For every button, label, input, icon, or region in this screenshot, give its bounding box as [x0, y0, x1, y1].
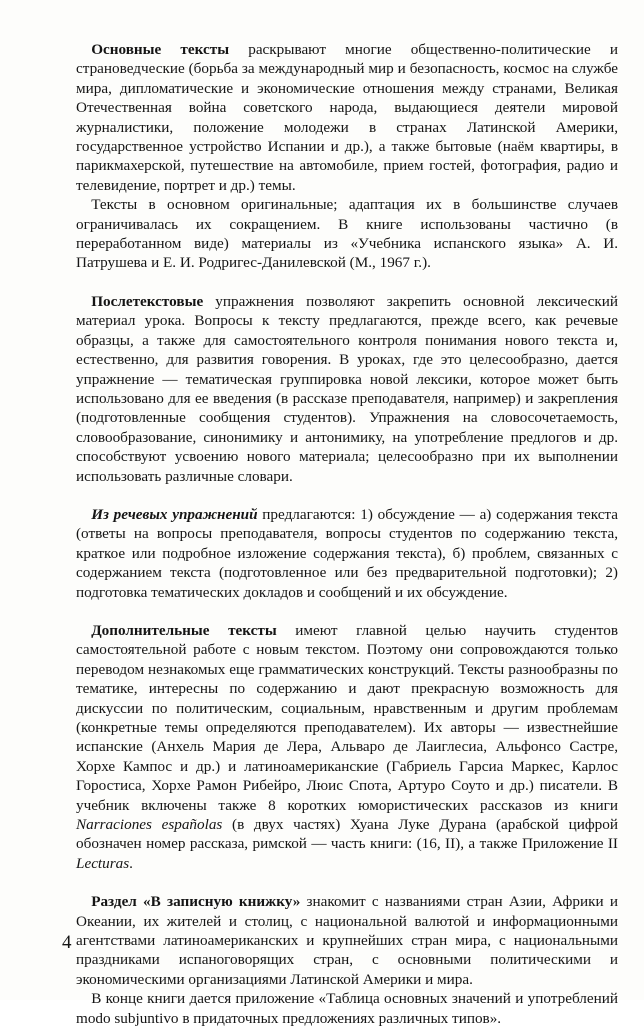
section-speech-exercises — [76, 505, 618, 602]
paragraph-text: В конце книги дается приложение «Таблица основных значений и употреблений modo subjuntivo в придаточных предложениях различных типов». — [76, 990, 618, 1027]
paragraph — [76, 505, 618, 602]
book-title: Narraciones españolas — [76, 816, 223, 834]
section-notebook — [76, 892, 618, 1028]
paragraph-text: раскрывают многие общественно-политические и страноведческие (борьба за международный мир и безопасность, космос на службе мира, дипломатические и экономические отношения между странами, Великая Отечественная война советского народа, выдающиеся деятели мировой журналистики, положение молодежи в странах Латинской Америки, государственное устройство Испании и др.), а также бытовые (наём квартиры, в парикмахерской, путешествие на автомобиле, прием гостей, фотография, радио и телевидение, портрет и др.) темы. — [76, 41, 618, 194]
section-lead: Из речевых упражнений — [91, 505, 258, 523]
section-lead: Основные тексты — [91, 41, 230, 58]
section-lead: Раздел «В записную книжку» — [91, 893, 301, 911]
paragraph — [76, 195, 618, 273]
paragraph — [76, 989, 618, 1028]
paragraph-text: имеют главной целью научить студентов самостоятельной работе с новым текстом. Поэтому они сопровождаются только переводом незнакомых еще грамматических конструкций. Тексты разнообразны по тематике, интересны по содержанию и дают прекрасную возможность для дискуссии по политическим, социальным, нравственным и другим проблемам (конкретные темы определяются преподавателем). Их авторы — известнейшие испанские (Анхель Мария де Лера, Альваро де Лаиглесиа, Альфонсо Састре, Хорхе Кампос и др.) и латиноамериканские (Габриель Гарсиа Маркес, Карлос Горостиса, Хорхе Рамон Рибейро, Люис Спота, Артуро Соуто и др.) писатели. В учебник включены также 8 коротких юмористических рассказов из книги — [76, 621, 618, 814]
paragraph — [76, 292, 618, 486]
paragraph-text: Тексты в основном оригинальные; адаптация их в большинстве случаев ограничивалась их сокращением. В книге использованы частично (в переработанном виде) материалы из «Учебника испанского языка» А. И. Патрушева и Е. И. Родригес-Данилевской (М., 1967 г.). — [76, 196, 618, 272]
section-additional-texts — [76, 621, 618, 873]
paragraph-text: . — [129, 854, 133, 872]
page-number: 4 — [62, 932, 72, 953]
section-lead: Дополнительные тексты — [91, 621, 277, 639]
section-lead: Послетекстовые — [91, 292, 204, 310]
paragraph-text: знакомит с названиями стран Азии, Африки и Океании, их жителей и столиц, с национальной валютой и информационными агентствами латиноамериканских и крупнейших стран мира, с национальными праздниками испаноговорящих стран, с основными политическими и экономическими организациями Латинской Америки и мира. — [76, 893, 618, 988]
appendix-title: Lecturas — [76, 854, 130, 872]
section-main-texts — [76, 40, 618, 273]
page-body — [76, 40, 618, 1028]
paragraph-text: (в двух частях) Хуана Луке Дурана (арабской цифрой обозначен номер рассказа, римской — часть книги: (16, II), а также Приложение II — [76, 816, 619, 853]
paragraph — [76, 40, 618, 195]
paragraph — [76, 621, 618, 873]
section-post-text-exercises — [76, 292, 618, 486]
paragraph-text: предлагаются: 1) обсуждение — а) содержания текста (ответы на вопросы преподавателя, вопросы студентов по содержанию текста, краткое или подробное изложение содержания текста), б) проблем, связанных с содержанием текста (подготовленное или без предварительной подготовки); 2) подготовка тематических докладов и сообщений и их обсуждение. — [76, 505, 618, 601]
paragraph — [76, 892, 618, 989]
paragraph-text: упражнения позволяют закрепить основной лексический материал урока. Вопросы к тексту предлагаются, прежде всего, как речевые образцы, а также для самостоятельного контроля понимания нового текста и, естественно, для развития говорения. В уроках, где это целесообразно, дается упражнение — тематическая группировка новой лексики, которое может быть использовано для ее введения (в рассказе преподавателя, например) и закрепления (подготовленные сообщения студентов). Упражнения на словосочетаемость, словообразование, синонимику и антонимику, на употребление предлогов и др. способствуют усвоению нового материала; целесообразно при их выполнении использовать различные словари. — [76, 292, 618, 485]
